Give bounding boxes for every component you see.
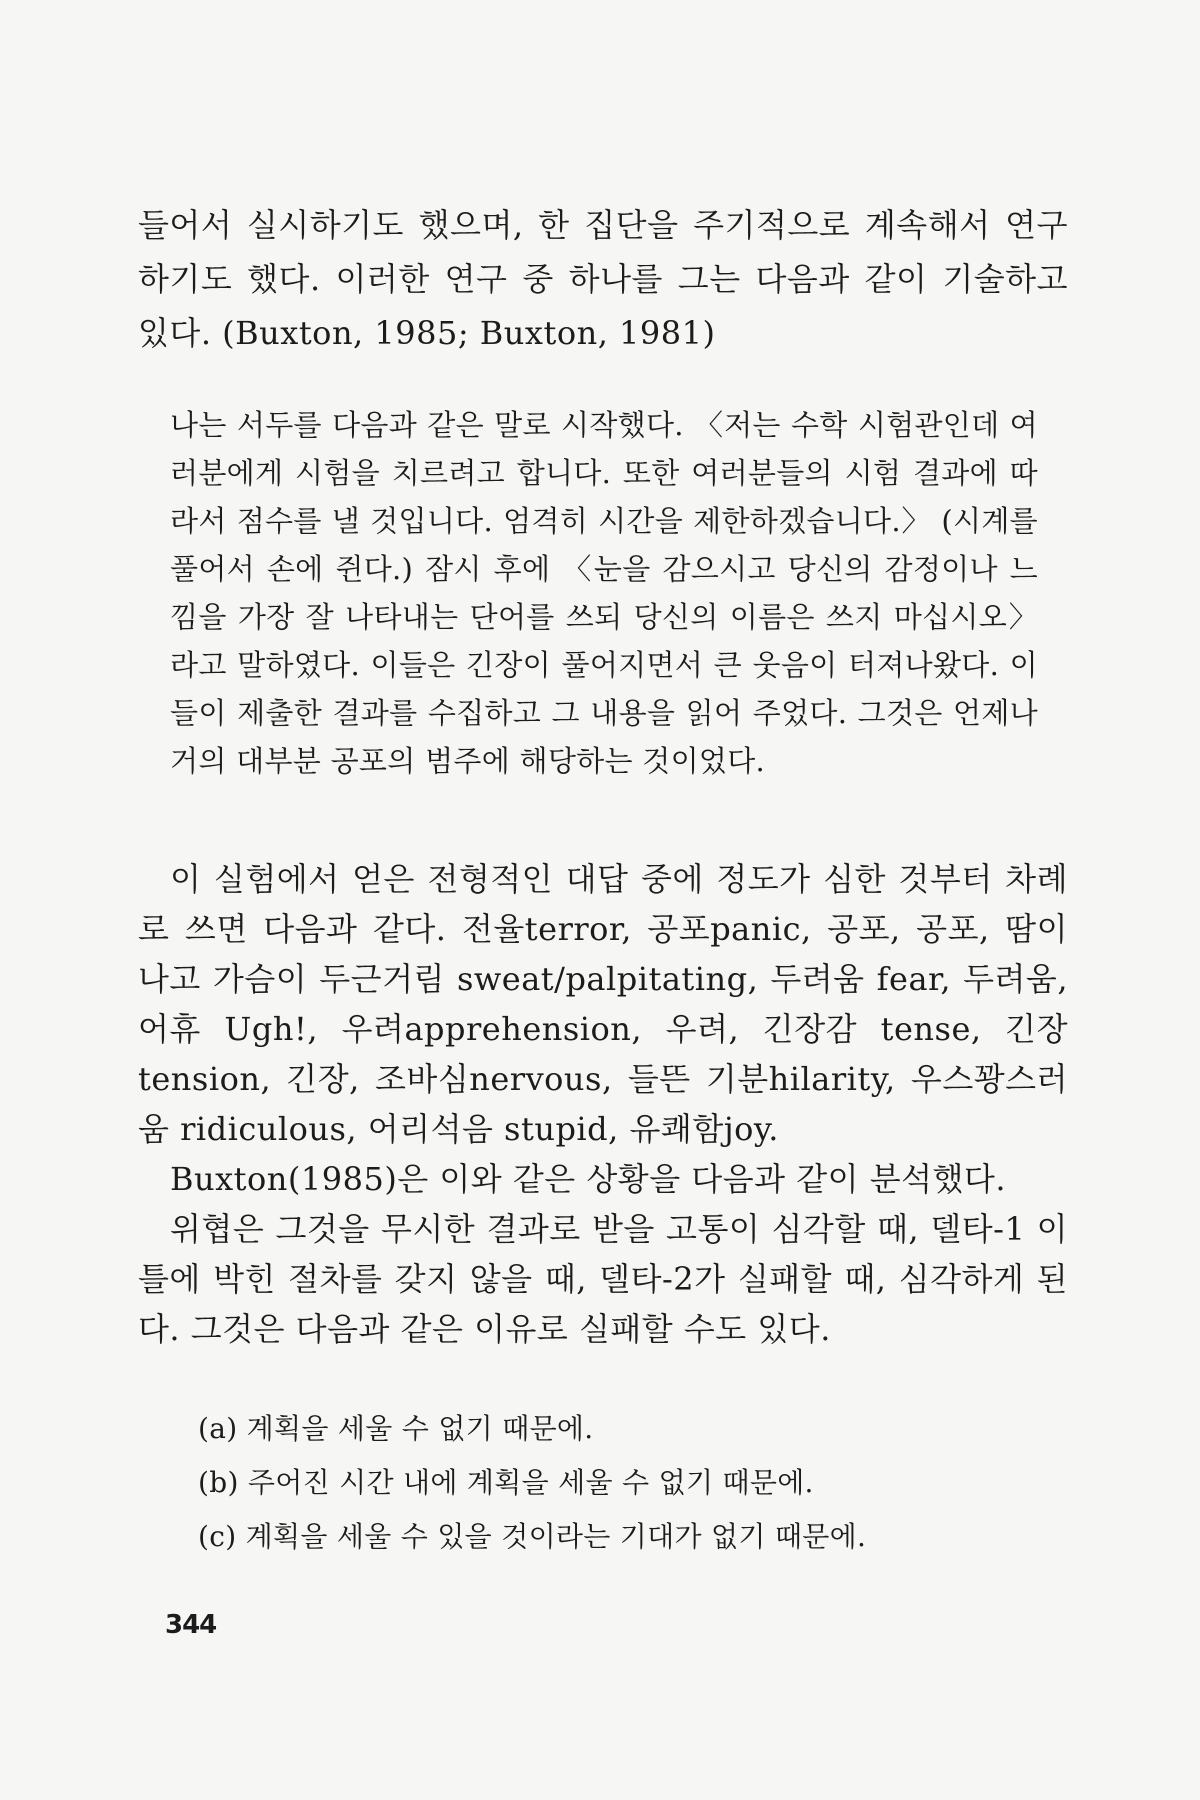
list-item: (a) 계획을 세울 수 없기 때문에. (198, 1412, 594, 1445)
body-paragraph-intro: 들어서 실시하기도 했으며, 한 집단을 주기적으로 계속해서 연구하기도 했다. 이러한 연구 중 하나를 그는 다음과 같이 기술하고 있다. (Buxton, 1985; Buxton, 1981) (138, 206, 1068, 352)
body-paragraph-responses: 이 실험에서 얻은 전형적인 대답 중에 정도가 심한 것부터 차례로 쓰면 다음과 같다. 전율terror, 공포panic, 공포, 공포, 땀이 나고 가슴이 두근거림 sweat/palpitating, 두려움 fear, 두려움, 어휴 Ugh!, 우려apprehension, 우려, 긴장감 tense, 긴장 tension, 긴장, 조바심nervous, 들뜬 기분hilarity, 우스꽝스러움 ridiculous, 어리석음 stupid, 유쾌함joy. (138, 860, 1068, 1148)
body-paragraph-threat: 위협은 그것을 무시한 결과로 받을 고통이 심각할 때, 델타-1 이 틀에 박힌 절차를 갖지 않을 때, 델타-2가 실패할 때, 심각하게 된다. 그것은 다음과 같은 이유로 실패할 수도 있다. (138, 1210, 1068, 1348)
page-number: 344 (165, 1610, 217, 1640)
list-item: (b) 주어진 시간 내에 계획을 세울 수 없기 때문에. (198, 1466, 814, 1499)
list-item: (c) 계획을 세울 수 있을 것이라는 기대가 없기 때문에. (198, 1520, 867, 1553)
reason-list (198, 1402, 866, 1564)
block-quote: 나는 서두를 다음과 같은 말로 시작했다. 〈저는 수학 시험관인데 여러분에게 시험을 치르려고 합니다. 또한 여러분들의 시험 결과에 따라서 점수를 낼 것입니다. 엄격히 시간을 제한하겠습니다.〉 (시계를 풀어서 손에 쥔다.) 잠시 후에 〈눈을 감으시고 당신의 감정이나 느낌을 가장 잘 나타내는 단어를 쓰되 당신의 이름은 쓰지 마십시오〉라고 말하였다. 이들은 긴장이 풀어지면서 큰 웃음이 터져나왔다. 이들이 제출한 결과를 수집하고 그 내용을 읽어 주었다. 그것은 언제나 거의 대부분 공포의 범주에 해당하는 것이었다. (170, 408, 1038, 778)
body-section (138, 854, 1068, 1354)
body-paragraph-analysis-intro: Buxton(1985)은 이와 같은 상황을 다음과 같이 분석했다. (170, 1160, 1007, 1198)
